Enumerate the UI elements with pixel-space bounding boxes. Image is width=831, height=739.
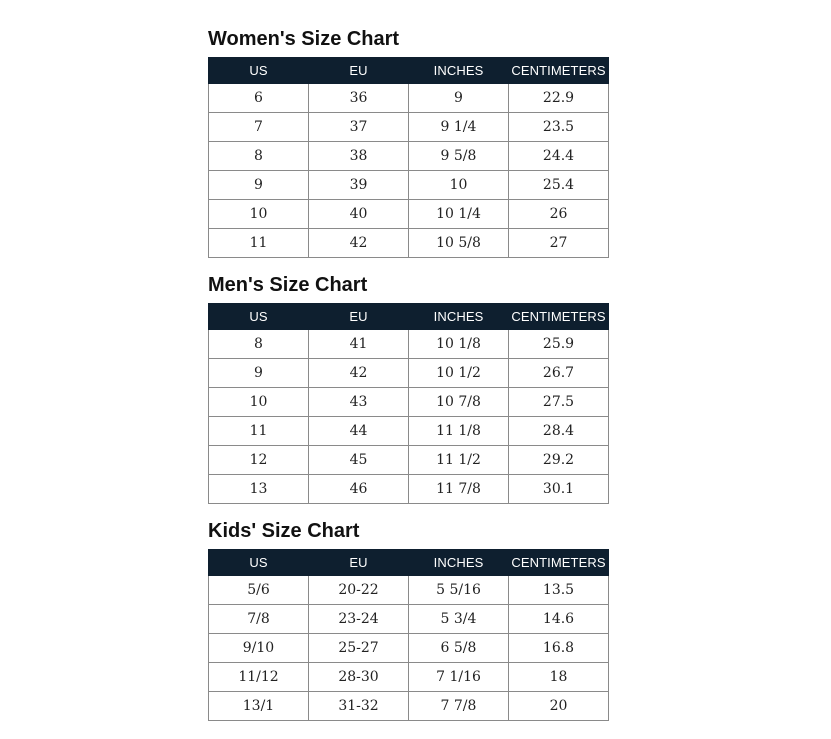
cell-eu: 38 (309, 142, 409, 171)
mens-size-table (208, 303, 609, 504)
cell-centimeters: 24.4 (509, 142, 609, 171)
kids-size-table (208, 549, 609, 721)
cell-inches: 9 5/8 (409, 142, 509, 171)
cell-us: 6 (209, 84, 309, 113)
cell-us: 13 (209, 475, 309, 504)
table-row (209, 417, 609, 446)
cell-centimeters: 27.5 (509, 388, 609, 417)
cell-inches: 10 1/8 (409, 330, 509, 359)
cell-us: 11 (209, 417, 309, 446)
header-eu: EU (309, 58, 409, 84)
table-header-row (209, 550, 609, 576)
table-row (209, 229, 609, 258)
cell-us: 13/1 (209, 692, 309, 721)
cell-us: 11 (209, 229, 309, 258)
cell-us: 12 (209, 446, 309, 475)
cell-centimeters: 20 (509, 692, 609, 721)
header-centimeters: CENTIMETERS (509, 550, 609, 576)
table-row (209, 142, 609, 171)
cell-eu: 42 (309, 359, 409, 388)
cell-eu: 39 (309, 171, 409, 200)
cell-inches: 10 7/8 (409, 388, 509, 417)
cell-us: 9 (209, 359, 309, 388)
cell-inches: 5 5/16 (409, 576, 509, 605)
cell-centimeters: 23.5 (509, 113, 609, 142)
header-inches: INCHES (409, 550, 509, 576)
cell-centimeters: 13.5 (509, 576, 609, 605)
table-row (209, 359, 609, 388)
cell-centimeters: 29.2 (509, 446, 609, 475)
cell-eu: 20-22 (309, 576, 409, 605)
cell-us: 9/10 (209, 634, 309, 663)
table-row (209, 84, 609, 113)
cell-us: 9 (209, 171, 309, 200)
cell-eu: 45 (309, 446, 409, 475)
table-row (209, 200, 609, 229)
cell-inches: 10 (409, 171, 509, 200)
header-eu: EU (309, 550, 409, 576)
cell-inches: 6 5/8 (409, 634, 509, 663)
cell-inches: 11 1/8 (409, 417, 509, 446)
cell-us: 8 (209, 142, 309, 171)
cell-centimeters: 25.9 (509, 330, 609, 359)
table-row (209, 475, 609, 504)
cell-eu: 43 (309, 388, 409, 417)
header-eu: EU (309, 304, 409, 330)
cell-inches: 9 (409, 84, 509, 113)
cell-us: 8 (209, 330, 309, 359)
table-row (209, 388, 609, 417)
table-header-row (209, 58, 609, 84)
cell-inches: 10 5/8 (409, 229, 509, 258)
cell-inches: 9 1/4 (409, 113, 509, 142)
table-row (209, 113, 609, 142)
womens-size-table (208, 57, 609, 258)
cell-eu: 44 (309, 417, 409, 446)
table-row (209, 330, 609, 359)
mens-size-chart-title: Men's Size Chart (208, 274, 368, 296)
cell-inches: 7 1/16 (409, 663, 509, 692)
table-row (209, 692, 609, 721)
header-us: US (209, 304, 309, 330)
mens-size-chart (208, 273, 608, 504)
cell-centimeters: 16.8 (509, 634, 609, 663)
header-centimeters: CENTIMETERS (509, 58, 609, 84)
cell-centimeters: 18 (509, 663, 609, 692)
cell-centimeters: 25.4 (509, 171, 609, 200)
table-header-row (209, 304, 609, 330)
kids-size-chart (208, 519, 608, 721)
header-inches: INCHES (409, 304, 509, 330)
cell-us: 5/6 (209, 576, 309, 605)
cell-inches: 10 1/4 (409, 200, 509, 229)
cell-eu: 28-30 (309, 663, 409, 692)
table-row (209, 605, 609, 634)
cell-us: 10 (209, 200, 309, 229)
cell-us: 7 (209, 113, 309, 142)
cell-inches: 10 1/2 (409, 359, 509, 388)
cell-eu: 41 (309, 330, 409, 359)
cell-centimeters: 28.4 (509, 417, 609, 446)
cell-eu: 40 (309, 200, 409, 229)
table-row (209, 171, 609, 200)
cell-inches: 11 1/2 (409, 446, 509, 475)
kids-size-chart-title: Kids' Size Chart (208, 520, 360, 542)
header-inches: INCHES (409, 58, 509, 84)
womens-size-chart (208, 27, 608, 258)
cell-eu: 25-27 (309, 634, 409, 663)
cell-eu: 31-32 (309, 692, 409, 721)
cell-eu: 42 (309, 229, 409, 258)
table-row (209, 576, 609, 605)
table-row (209, 663, 609, 692)
cell-eu: 37 (309, 113, 409, 142)
cell-eu: 36 (309, 84, 409, 113)
cell-us: 7/8 (209, 605, 309, 634)
cell-inches: 5 3/4 (409, 605, 509, 634)
cell-us: 10 (209, 388, 309, 417)
cell-inches: 11 7/8 (409, 475, 509, 504)
cell-centimeters: 26 (509, 200, 609, 229)
cell-inches: 7 7/8 (409, 692, 509, 721)
table-row (209, 446, 609, 475)
cell-centimeters: 30.1 (509, 475, 609, 504)
table-row (209, 634, 609, 663)
womens-size-chart-title: Women's Size Chart (208, 28, 400, 50)
cell-eu: 46 (309, 475, 409, 504)
cell-eu: 23-24 (309, 605, 409, 634)
header-us: US (209, 58, 309, 84)
cell-centimeters: 14.6 (509, 605, 609, 634)
cell-centimeters: 22.9 (509, 84, 609, 113)
cell-centimeters: 26.7 (509, 359, 609, 388)
header-us: US (209, 550, 309, 576)
header-centimeters: CENTIMETERS (509, 304, 609, 330)
cell-us: 11/12 (209, 663, 309, 692)
cell-centimeters: 27 (509, 229, 609, 258)
